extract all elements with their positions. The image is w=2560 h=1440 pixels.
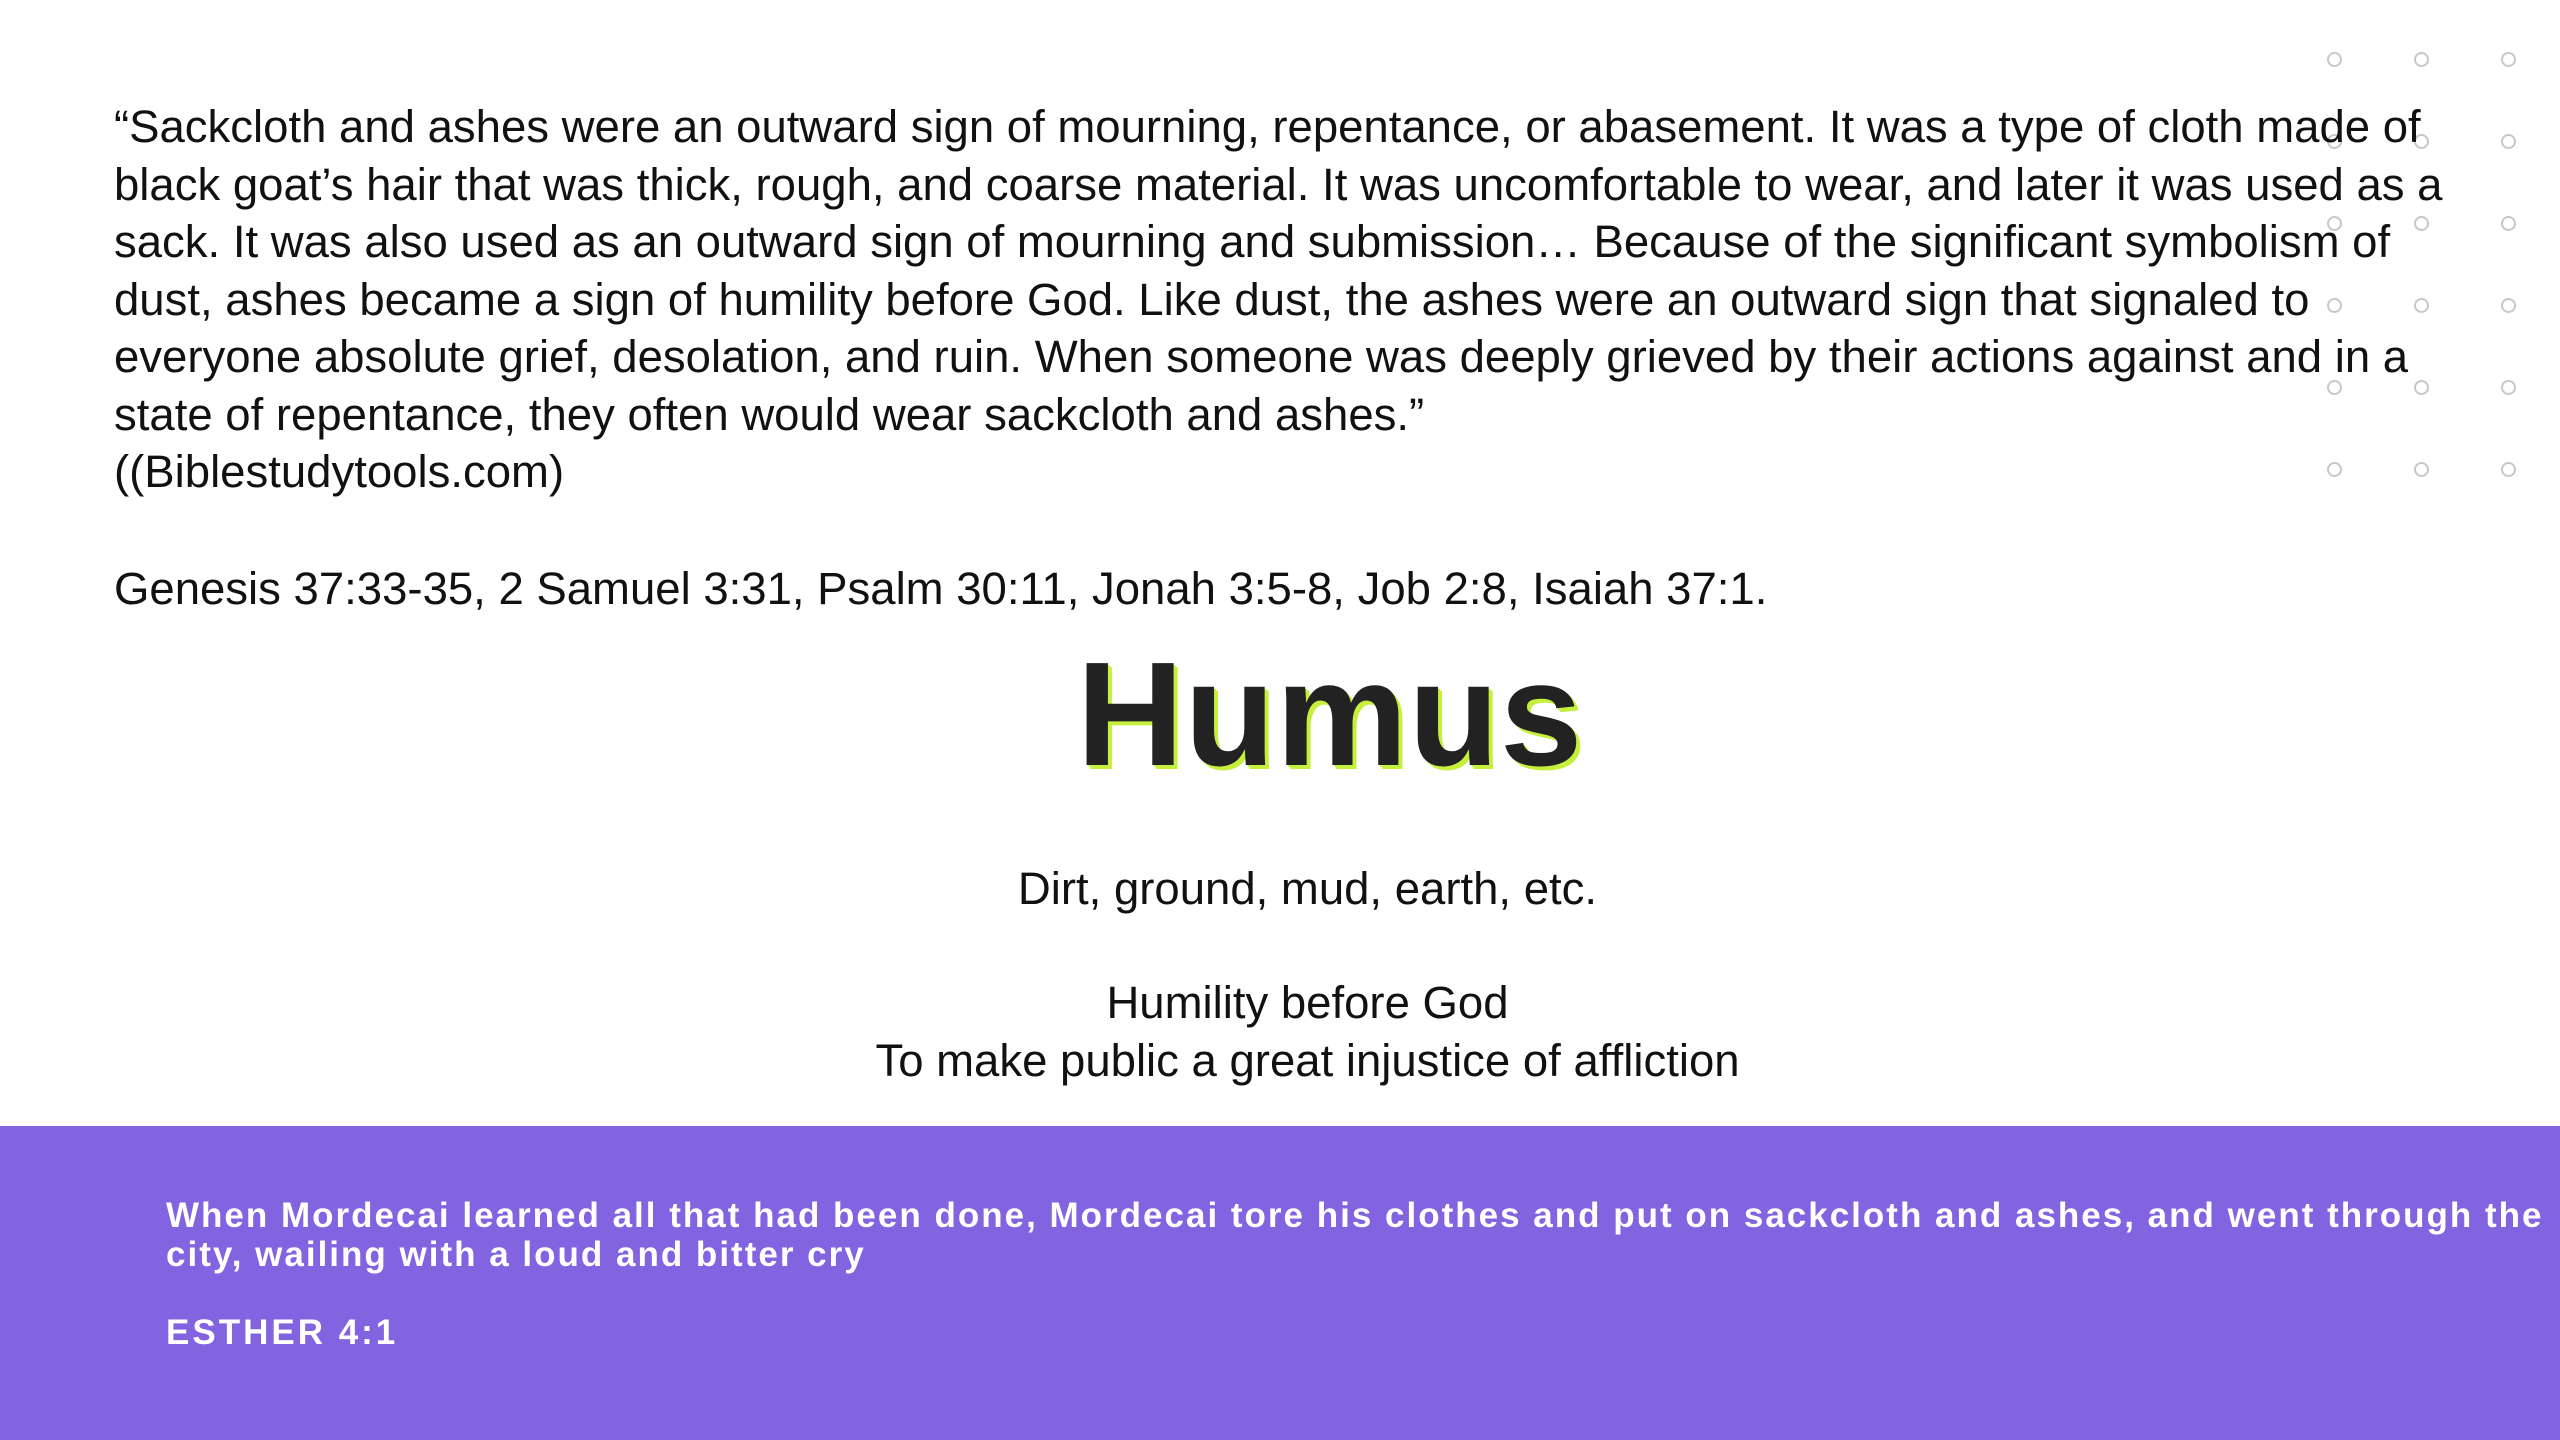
meaning-line: To make public a great injustice of affliction	[875, 1035, 1740, 1086]
scripture-references: Genesis 37:33-35, 2 Samuel 3:31, Psalm 30:11, Jonah 3:5-8, Job 2:8, Isaiah 37:1.	[114, 563, 1768, 614]
definition-text: Dirt, ground, mud, earth, etc.	[1017, 863, 1598, 914]
circle-icon	[2501, 298, 2516, 313]
circle-icon	[2327, 52, 2342, 67]
meaning-line: Humility before God	[1106, 977, 1509, 1028]
quote-block	[114, 98, 2494, 501]
circle-icon	[2501, 52, 2516, 67]
page-title: Humus	[1076, 632, 1584, 797]
quote-source: ((Biblestudytools.com)	[114, 446, 565, 497]
verse-reference: ESTHER 4:1	[166, 1313, 399, 1352]
circle-icon	[2501, 134, 2516, 149]
quote-text: “Sackcloth and ashes were an outward sign of mourning, repentance, or abasement. It was a type of cloth made of black goat’s hair that was thick, rough, and coarse material. It was uncomfortable to wear, and later it was used as a sack. It was also used as an outward sign of mourning and submission… Because of the significant symbolism of dust, ashes became a sign of humility before God. Like dust, the ashes were an outward sign that signaled to everyone absolute grief, desolation, and ruin. When someone was deeply grieved by their actions against and in a state of repentance, they often would wear sackcloth and ashes.”	[114, 101, 2443, 440]
circle-icon	[2501, 380, 2516, 395]
verse-text: When Mordecai learned all that had been done, Mordecai tore his clothes and put on sackcloth and ashes, and went through the city, wailing with a loud and bitter cry	[166, 1196, 2544, 1274]
circle-icon	[2501, 216, 2516, 231]
circle-icon	[2501, 462, 2516, 477]
circle-icon	[2414, 52, 2429, 67]
verse-banner	[0, 1126, 2560, 1440]
